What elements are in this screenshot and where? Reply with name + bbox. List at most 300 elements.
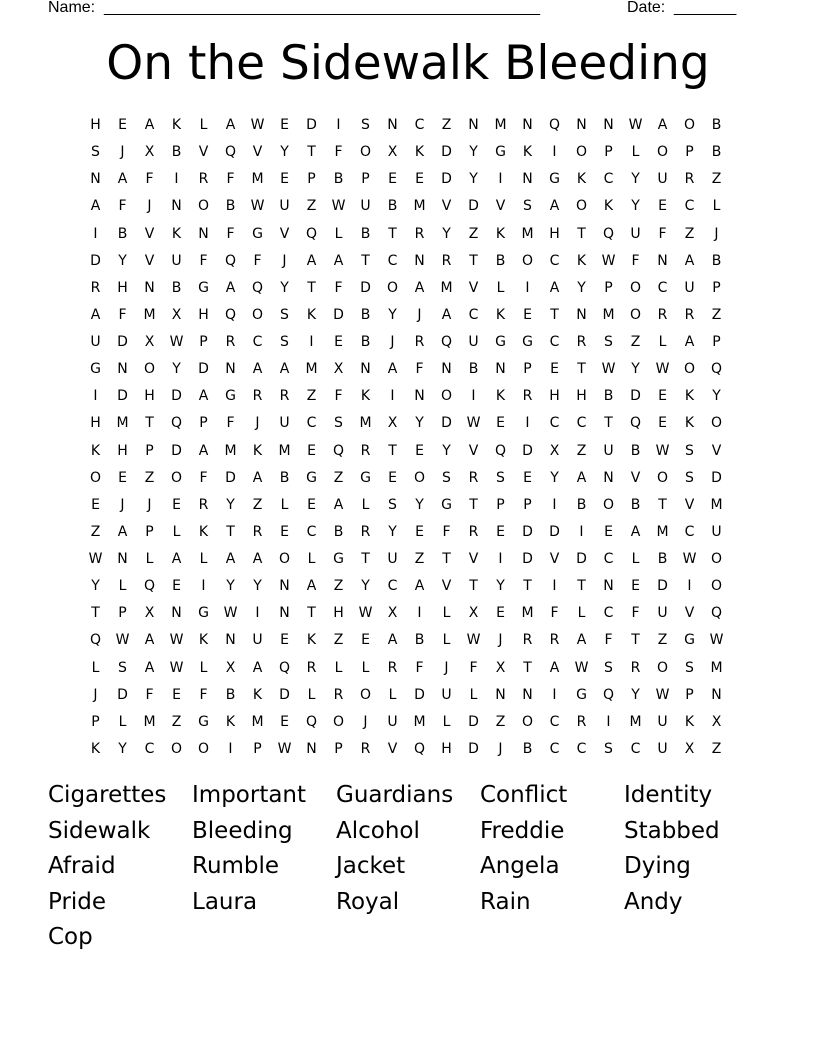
grid-letter: E — [280, 632, 289, 649]
grid-letter: A — [441, 306, 452, 323]
grid-letter: L — [577, 605, 586, 622]
grid-letter: J — [390, 334, 395, 350]
grid-letter: W — [223, 605, 238, 622]
grid-letter: F — [199, 252, 208, 269]
grid-letter: W — [358, 605, 373, 622]
grid-letter: F — [658, 225, 667, 242]
grid-letter: E — [307, 442, 316, 459]
grid-letter: F — [469, 659, 478, 676]
grid-letter: R — [576, 713, 587, 730]
letter-grid — [82, 112, 730, 763]
grid-letter: K — [522, 144, 533, 161]
grid-letter: T — [145, 415, 154, 432]
grid-letter: W — [466, 632, 481, 649]
word-bank-item: Andy — [624, 888, 683, 915]
grid-letter: O — [629, 306, 642, 323]
grid-letter: W — [277, 740, 292, 757]
grid-letter: T — [604, 415, 613, 432]
grid-letter: R — [252, 523, 263, 540]
grid-letter: R — [90, 279, 101, 296]
word-bank-item: Laura — [192, 888, 258, 915]
grid-letter: H — [90, 415, 101, 432]
grid-letter: N — [414, 252, 425, 269]
grid-letter: T — [523, 659, 532, 676]
grid-letter: J — [714, 225, 719, 242]
grid-letter: E — [658, 415, 667, 432]
grid-letter: L — [280, 496, 289, 513]
grid-letter: C — [603, 171, 614, 188]
grid-letter: D — [576, 551, 587, 567]
grid-letter: E — [496, 415, 505, 432]
grid-letter: E — [280, 117, 289, 133]
grid-letter: V — [441, 198, 452, 215]
grid-letter: J — [93, 686, 98, 703]
grid-letter: I — [390, 388, 395, 405]
grid-letter: U — [468, 334, 479, 350]
grid-letter: D — [117, 334, 128, 350]
grid-letter: T — [469, 252, 478, 269]
word-bank-item: Identity — [624, 782, 713, 808]
grid-letter: G — [576, 686, 587, 703]
grid-letter: A — [576, 632, 587, 649]
grid-letter: K — [576, 252, 587, 269]
grid-letter: X — [333, 361, 344, 378]
grid-letter: H — [549, 388, 560, 405]
grid-letter: B — [522, 740, 533, 757]
grid-letter: N — [225, 632, 236, 649]
grid-letter: N — [603, 117, 614, 133]
grid-letter: B — [171, 279, 182, 296]
grid-letter: L — [307, 551, 316, 567]
grid-letter: W — [628, 117, 643, 133]
grid-letter: L — [118, 713, 127, 730]
grid-letter: U — [657, 740, 668, 757]
grid-letter: G — [495, 334, 506, 350]
grid-letter: P — [523, 496, 532, 513]
grid-letter: J — [282, 252, 287, 269]
grid-letter: Y — [631, 686, 640, 703]
grid-letter: F — [253, 252, 262, 269]
grid-letter: P — [145, 523, 154, 540]
grid-letter: F — [145, 686, 154, 703]
grid-letter: L — [91, 659, 100, 676]
grid-letter: C — [684, 198, 695, 215]
grid-letter: A — [630, 523, 641, 540]
grid-letter: B — [576, 496, 587, 513]
grid-letter: N — [117, 551, 128, 567]
word-bank-item: Guardians — [336, 782, 454, 808]
grid-letter: O — [683, 361, 696, 378]
grid-letter: Y — [442, 225, 451, 242]
grid-letter: Z — [252, 496, 263, 513]
grid-letter: K — [198, 632, 209, 649]
grid-letter: P — [604, 144, 613, 161]
grid-letter: A — [549, 198, 560, 215]
grid-letter: P — [145, 442, 154, 459]
word-bank-item: Cop — [48, 924, 93, 950]
grid-letter: K — [252, 442, 263, 459]
grid-letter: V — [468, 442, 479, 459]
grid-letter: M — [521, 225, 534, 242]
grid-letter: Y — [118, 740, 127, 757]
grid-letter: D — [522, 523, 533, 540]
grid-letter: Z — [495, 713, 506, 730]
grid-letter: M — [602, 306, 615, 323]
grid-letter: W — [601, 361, 616, 378]
grid-letter: Y — [550, 469, 559, 486]
grid-letter: N — [711, 686, 722, 703]
grid-letter: I — [471, 388, 476, 405]
grid-letter: G — [684, 632, 695, 649]
grid-letter: L — [442, 713, 451, 730]
word-bank-item: Freddie — [480, 817, 565, 844]
grid-letter: O — [440, 388, 453, 405]
grid-letter: M — [629, 713, 642, 730]
grid-letter: W — [655, 686, 670, 703]
grid-letter: L — [307, 686, 316, 703]
grid-letter: R — [333, 686, 344, 703]
grid-letter: R — [252, 388, 263, 405]
grid-letter: K — [306, 632, 317, 649]
name-blank-line: _________________________________________________ — [104, 0, 541, 16]
grid-letter: X — [387, 605, 398, 622]
grid-letter: Z — [657, 632, 668, 649]
grid-letter: M — [278, 442, 291, 459]
grid-letter: U — [657, 713, 668, 730]
word-bank-item: Cigarettes — [48, 782, 167, 808]
grid-letter: V — [198, 144, 209, 161]
grid-letter: U — [279, 198, 290, 215]
grid-letter: Z — [414, 551, 425, 567]
grid-letter: N — [171, 198, 182, 215]
grid-letter: M — [413, 198, 426, 215]
grid-letter: W — [169, 632, 184, 649]
grid-letter: A — [684, 334, 695, 350]
grid-letter: M — [440, 279, 453, 296]
grid-letter: H — [117, 442, 128, 459]
grid-letter: G — [90, 361, 101, 378]
grid-letter: X — [549, 442, 560, 459]
grid-letter: D — [522, 551, 533, 567]
grid-letter: I — [552, 496, 557, 513]
grid-letter: D — [117, 388, 128, 405]
word-bank-item: Conflict — [480, 782, 568, 808]
grid-letter: P — [199, 415, 208, 432]
grid-letter: F — [199, 686, 208, 703]
grid-letter: G — [360, 469, 371, 486]
grid-letter: Y — [631, 171, 640, 188]
grid-letter: Y — [631, 361, 640, 378]
grid-letter: C — [576, 740, 587, 757]
grid-letter: K — [495, 225, 506, 242]
grid-letter: G — [306, 469, 317, 486]
grid-letter: E — [118, 469, 127, 486]
grid-letter: E — [172, 578, 181, 595]
grid-letter: A — [117, 171, 128, 188]
grid-letter: Y — [712, 388, 721, 405]
grid-letter: Z — [333, 469, 344, 486]
word-bank-item: Rain — [480, 888, 531, 915]
grid-letter: D — [468, 740, 479, 757]
grid-letter: K — [495, 388, 506, 405]
grid-letter: E — [496, 605, 505, 622]
grid-letter: E — [604, 523, 613, 540]
grid-letter: F — [145, 171, 154, 188]
grid-letter: E — [523, 469, 532, 486]
grid-letter: N — [279, 578, 290, 595]
grid-letter: F — [226, 225, 235, 242]
grid-letter: Y — [280, 279, 289, 296]
grid-letter: F — [550, 605, 559, 622]
grid-letter: C — [144, 740, 155, 757]
grid-letter: F — [226, 171, 235, 188]
grid-letter: W — [466, 415, 481, 432]
grid-letter: O — [575, 144, 588, 161]
grid-letter: O — [521, 252, 534, 269]
grid-letter: C — [387, 578, 398, 595]
grid-letter: Q — [305, 225, 318, 242]
grid-letter: U — [657, 605, 668, 622]
grid-letter: D — [522, 442, 533, 459]
grid-letter: B — [495, 252, 506, 269]
grid-letter: C — [576, 415, 587, 432]
grid-letter: M — [710, 496, 723, 513]
grid-letter: U — [603, 442, 614, 459]
grid-letter: I — [255, 605, 260, 622]
grid-letter: A — [387, 361, 398, 378]
grid-letter: S — [442, 469, 451, 486]
grid-letter: X — [144, 144, 155, 161]
grid-letter: E — [118, 117, 127, 133]
grid-letter: K — [225, 713, 236, 730]
grid-letter: B — [360, 225, 371, 242]
grid-letter: U — [279, 415, 290, 432]
grid-letter: O — [197, 198, 210, 215]
grid-letter: K — [360, 388, 371, 405]
grid-letter: Q — [224, 306, 237, 323]
grid-letter: D — [414, 686, 425, 703]
grid-letter: O — [710, 415, 723, 432]
grid-letter: D — [711, 469, 722, 486]
grid-letter: U — [252, 632, 263, 649]
grid-letter: N — [522, 117, 533, 133]
grid-letter: A — [414, 279, 425, 296]
grid-letter: E — [658, 388, 667, 405]
grid-letter: A — [225, 117, 236, 133]
grid-letter: Y — [226, 496, 235, 513]
grid-letter: K — [684, 388, 695, 405]
grid-letter: R — [576, 334, 587, 350]
grid-letter: B — [171, 144, 182, 161]
grid-letter: J — [363, 713, 368, 730]
grid-letter: Q — [332, 442, 345, 459]
grid-letter: R — [198, 496, 209, 513]
grid-letter: E — [172, 496, 181, 513]
grid-letter: N — [657, 252, 668, 269]
grid-letter: I — [606, 713, 611, 730]
grid-letter: R — [360, 442, 371, 459]
word-bank-item: Bleeding — [192, 817, 293, 844]
grid-letter: Z — [684, 225, 695, 242]
grid-letter: P — [523, 361, 532, 378]
grid-letter: Y — [415, 415, 424, 432]
grid-letter: S — [280, 306, 289, 323]
grid-letter: P — [712, 279, 721, 296]
grid-letter: B — [333, 523, 344, 540]
grid-letter: S — [388, 496, 397, 513]
grid-letter: O — [251, 306, 264, 323]
grid-letter: I — [687, 578, 692, 595]
grid-letter: L — [631, 551, 640, 567]
grid-letter: T — [469, 578, 478, 595]
grid-letter: P — [604, 279, 613, 296]
grid-letter: M — [251, 171, 264, 188]
grid-letter: M — [359, 415, 372, 432]
grid-letter: N — [603, 469, 614, 486]
grid-letter: I — [417, 605, 422, 622]
grid-letter: Z — [90, 523, 101, 540]
grid-letter: E — [496, 523, 505, 540]
grid-letter: F — [199, 469, 208, 486]
grid-letter: R — [387, 659, 398, 676]
grid-letter: T — [226, 523, 235, 540]
grid-letter: N — [117, 361, 128, 378]
grid-letter: A — [684, 252, 695, 269]
name-label: Name: — [48, 0, 96, 16]
grid-letter: N — [144, 279, 155, 296]
grid-letter: L — [712, 198, 721, 215]
grid-letter: L — [361, 659, 370, 676]
grid-letter: D — [441, 415, 452, 432]
grid-letter: S — [685, 469, 694, 486]
grid-letter: G — [198, 279, 209, 296]
grid-letter: A — [90, 198, 101, 215]
grid-letter: K — [90, 442, 101, 459]
grid-letter: I — [228, 740, 233, 757]
grid-letter: R — [630, 659, 641, 676]
grid-letter: B — [360, 306, 371, 323]
grid-letter: W — [115, 632, 130, 649]
grid-letter: R — [468, 469, 479, 486]
grid-letter: H — [198, 306, 209, 323]
grid-letter: B — [468, 361, 479, 378]
grid-letter: Z — [306, 198, 317, 215]
grid-letter: O — [89, 469, 102, 486]
grid-letter: I — [336, 117, 341, 133]
grid-letter: Z — [171, 713, 182, 730]
grid-letter: Y — [469, 171, 478, 188]
grid-letter: V — [279, 225, 290, 242]
grid-letter: V — [711, 442, 722, 459]
grid-letter: D — [198, 361, 209, 378]
grid-letter: I — [201, 578, 206, 595]
grid-letter: N — [90, 171, 101, 188]
grid-letter: S — [604, 334, 613, 350]
grid-letter: O — [656, 144, 669, 161]
grid-letter: A — [279, 361, 290, 378]
grid-letter: C — [549, 713, 560, 730]
grid-letter: O — [521, 713, 534, 730]
grid-letter: Y — [388, 306, 397, 323]
grid-letter: A — [252, 551, 263, 567]
grid-letter: I — [93, 225, 98, 242]
grid-letter: A — [549, 279, 560, 296]
grid-letter: I — [552, 578, 557, 595]
grid-letter: N — [603, 578, 614, 595]
grid-letter: A — [144, 659, 155, 676]
grid-letter: Q — [629, 415, 642, 432]
grid-letter: U — [684, 279, 695, 296]
grid-letter: E — [172, 686, 181, 703]
grid-letter: O — [359, 144, 372, 161]
grid-letter: I — [498, 171, 503, 188]
grid-letter: I — [525, 415, 530, 432]
grid-letter: E — [658, 198, 667, 215]
grid-letter: S — [496, 469, 505, 486]
grid-letter: F — [118, 198, 127, 215]
grid-letter: K — [306, 306, 317, 323]
grid-letter: N — [414, 388, 425, 405]
grid-letter: P — [334, 740, 343, 757]
grid-letter: D — [468, 198, 479, 215]
grid-letter: U — [171, 252, 182, 269]
grid-letter: R — [549, 632, 560, 649]
grid-letter: D — [441, 144, 452, 161]
grid-letter: A — [90, 306, 101, 323]
grid-letter: L — [442, 632, 451, 649]
grid-letter: M — [224, 442, 237, 459]
grid-letter: A — [414, 578, 425, 595]
grid-letter: A — [144, 117, 155, 133]
grid-letter: Y — [172, 361, 181, 378]
grid-letter: F — [118, 306, 127, 323]
grid-letter: E — [550, 361, 559, 378]
grid-letter: B — [333, 171, 344, 188]
grid-letter: H — [333, 605, 344, 622]
grid-letter: B — [225, 198, 236, 215]
grid-letter: X — [144, 605, 155, 622]
grid-letter: O — [143, 361, 156, 378]
grid-letter: E — [388, 171, 397, 188]
grid-letter: X — [495, 659, 506, 676]
grid-letter: S — [604, 740, 613, 757]
grid-letter: K — [684, 415, 695, 432]
grid-letter: D — [657, 578, 668, 595]
grid-letter: C — [603, 551, 614, 567]
grid-letter: A — [333, 496, 344, 513]
grid-letter: W — [574, 659, 589, 676]
grid-letter: V — [468, 279, 479, 296]
grid-letter: A — [657, 117, 668, 133]
grid-letter: N — [522, 171, 533, 188]
grid-letter: K — [495, 306, 506, 323]
grid-letter: T — [91, 605, 100, 622]
grid-letter: T — [388, 225, 397, 242]
word-bank-item: Important — [192, 782, 307, 808]
grid-letter: A — [252, 361, 263, 378]
grid-letter: E — [415, 171, 424, 188]
header-line — [48, 0, 748, 19]
grid-letter: S — [604, 659, 613, 676]
grid-letter: G — [198, 605, 209, 622]
grid-letter: L — [361, 496, 370, 513]
grid-letter: W — [655, 361, 670, 378]
grid-letter: Y — [361, 578, 370, 595]
grid-letter: F — [334, 279, 343, 296]
grid-letter: Z — [711, 171, 722, 188]
grid-letter: O — [332, 713, 345, 730]
grid-letter: E — [415, 442, 424, 459]
